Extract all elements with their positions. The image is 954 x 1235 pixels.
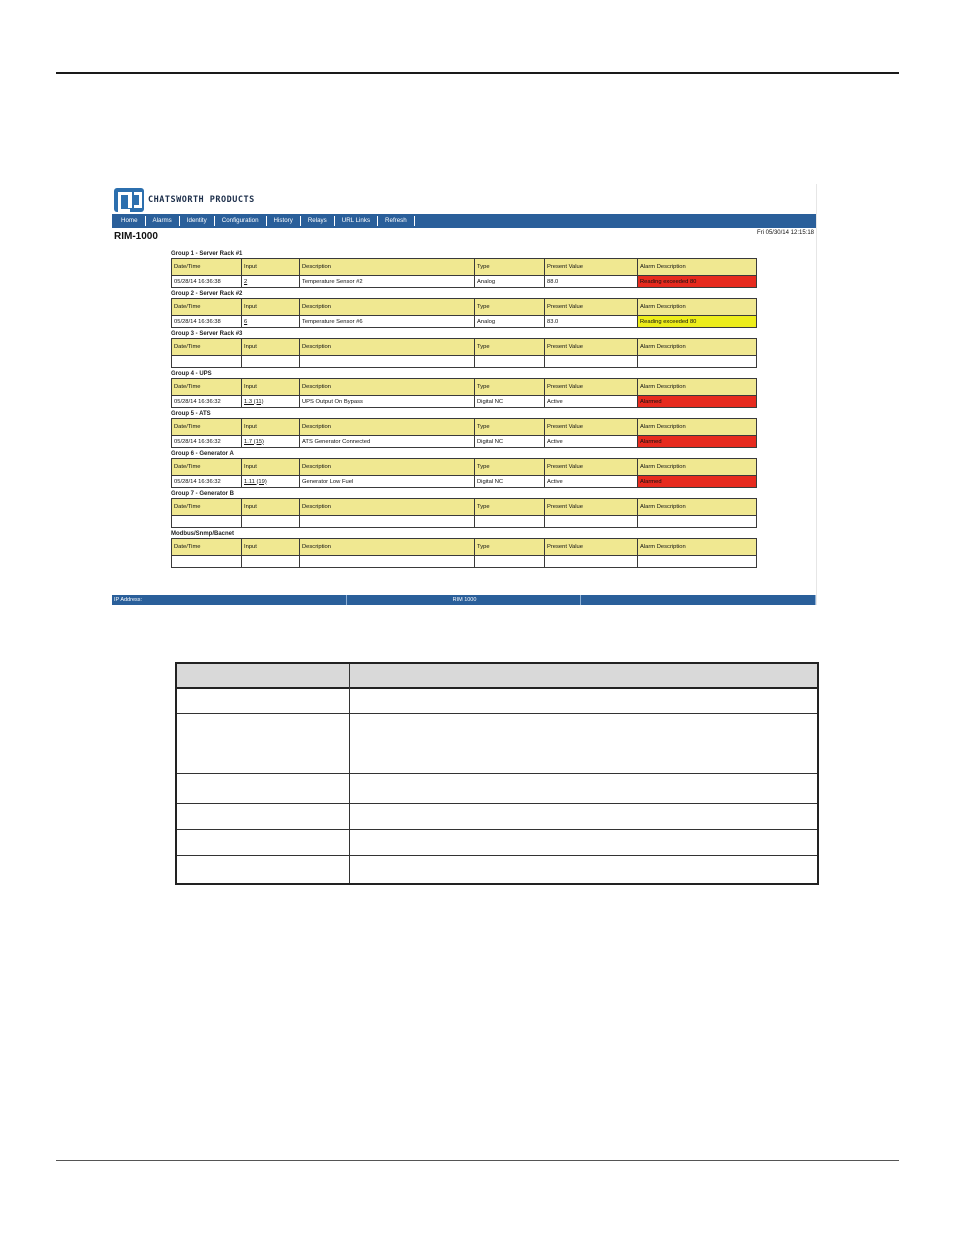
cell-present-value: Active xyxy=(545,476,638,488)
top-rule xyxy=(56,72,899,74)
cell-alarm-description: Alarmed xyxy=(638,476,757,488)
cell-type xyxy=(475,356,545,368)
column-header: Alarm Description xyxy=(638,379,757,396)
group-table xyxy=(171,338,757,368)
column-header: Description xyxy=(300,299,475,316)
group-table xyxy=(171,458,757,488)
cell-datetime: 05/28/14 16:36:32 xyxy=(172,396,242,408)
column-header: Input xyxy=(242,539,300,556)
column-header: Present Value xyxy=(545,539,638,556)
column-header: Type xyxy=(475,379,545,396)
column-header: Description xyxy=(300,459,475,476)
cell-input xyxy=(242,356,300,368)
column-header: Date/Time xyxy=(172,539,242,556)
column-header: Input xyxy=(242,459,300,476)
cell-datetime xyxy=(172,356,242,368)
footer-right xyxy=(581,595,816,605)
cell-alarm-description xyxy=(638,556,757,568)
group-label: Group 2 - Server Rack #2 xyxy=(171,291,243,297)
input-link[interactable]: 2 xyxy=(244,278,248,285)
input-link[interactable]: 1.3 (11) xyxy=(244,398,264,405)
cell-input xyxy=(242,436,300,448)
cell-type: Digital NC xyxy=(475,476,545,488)
column-header: Alarm Description xyxy=(638,539,757,556)
group-table-header xyxy=(172,459,757,476)
column-header: Alarm Description xyxy=(638,259,757,276)
column-header: Input xyxy=(242,419,300,436)
column-header: Input xyxy=(242,299,300,316)
cell-datetime: 05/28/14 16:36:32 xyxy=(172,476,242,488)
group-label: Group 6 - Generator A xyxy=(171,451,234,457)
group-table xyxy=(171,258,757,288)
input-link[interactable]: 6 xyxy=(244,318,248,325)
column-header: Input xyxy=(242,379,300,396)
group-label: Group 1 - Server Rack #1 xyxy=(171,251,243,257)
cell-input xyxy=(242,556,300,568)
brand-name: CHATSWORTH PRODUCTS xyxy=(148,195,255,205)
column-header: Present Value xyxy=(545,419,638,436)
group-table xyxy=(171,418,757,448)
cell-description xyxy=(300,516,475,528)
column-header: Type xyxy=(475,339,545,356)
cell-present-value xyxy=(545,356,638,368)
nav-configuration[interactable]: Configuration xyxy=(215,216,267,226)
cell-type: Digital NC xyxy=(475,436,545,448)
nav-home[interactable]: Home xyxy=(114,216,146,226)
group-table-header xyxy=(172,419,757,436)
current-datetime: Fri 05/30/14 12:15:18 xyxy=(756,230,814,236)
footer-ip-address: IP Address: xyxy=(112,595,347,605)
column-header: Date/Time xyxy=(172,259,242,276)
cell-alarm-description xyxy=(638,356,757,368)
cell-type xyxy=(475,516,545,528)
cell-datetime xyxy=(172,556,242,568)
table-row xyxy=(172,316,757,328)
nav-url-links[interactable]: URL Links xyxy=(335,216,378,226)
cell-description: Generator Low Fuel xyxy=(300,476,475,488)
cell-description xyxy=(300,356,475,368)
bottom-rule xyxy=(56,1160,899,1161)
reference-table-row xyxy=(177,689,817,714)
nav-relays[interactable]: Relays xyxy=(301,216,335,226)
cell-present-value: Active xyxy=(545,396,638,408)
column-header: Input xyxy=(242,499,300,516)
cell-type: Digital NC xyxy=(475,396,545,408)
group-table xyxy=(171,298,757,328)
cell-present-value: Active xyxy=(545,436,638,448)
column-header: Description xyxy=(300,379,475,396)
column-header: Present Value xyxy=(545,259,638,276)
cell-present-value xyxy=(545,516,638,528)
group-table-header xyxy=(172,259,757,276)
reference-table-row xyxy=(177,804,817,830)
column-header: Date/Time xyxy=(172,419,242,436)
table-row xyxy=(172,356,757,368)
cell-input xyxy=(242,516,300,528)
column-header: Type xyxy=(475,299,545,316)
brand-logo[interactable] xyxy=(114,186,255,214)
column-header: Alarm Description xyxy=(638,459,757,476)
column-header: Present Value xyxy=(545,299,638,316)
column-header: Description xyxy=(300,259,475,276)
table-row xyxy=(172,276,757,288)
group-table-header xyxy=(172,539,757,556)
column-header: Type xyxy=(475,499,545,516)
group-table xyxy=(171,378,757,408)
cell-description xyxy=(300,556,475,568)
column-header: Type xyxy=(475,419,545,436)
group-table-header xyxy=(172,299,757,316)
column-header: Date/Time xyxy=(172,379,242,396)
alarm-groups xyxy=(171,250,759,570)
cell-input xyxy=(242,396,300,408)
cell-description: ATS Generator Connected xyxy=(300,436,475,448)
table-row xyxy=(172,396,757,408)
nav-refresh[interactable]: Refresh xyxy=(378,216,415,226)
cell-alarm-description: Alarmed xyxy=(638,436,757,448)
column-header: Alarm Description xyxy=(638,419,757,436)
column-header: Input xyxy=(242,259,300,276)
cell-description: Temperature Sensor #2 xyxy=(300,276,475,288)
column-header: Present Value xyxy=(545,379,638,396)
reference-table-row xyxy=(177,856,817,883)
cell-present-value: 88.0 xyxy=(545,276,638,288)
column-header: Date/Time xyxy=(172,339,242,356)
cell-type xyxy=(475,556,545,568)
cell-description: Temperature Sensor #6 xyxy=(300,316,475,328)
cell-datetime: 05/28/14 16:36:38 xyxy=(172,276,242,288)
cell-alarm-description xyxy=(638,516,757,528)
column-header: Type xyxy=(475,259,545,276)
group-label: Group 4 - UPS xyxy=(171,371,212,377)
cell-input xyxy=(242,276,300,288)
column-header: Date/Time xyxy=(172,299,242,316)
group-label: Group 7 - Generator B xyxy=(171,491,235,497)
status-footer xyxy=(112,595,816,605)
column-header: Input xyxy=(242,339,300,356)
reference-table-row xyxy=(177,830,817,856)
main-nav xyxy=(112,214,816,228)
table-row xyxy=(172,516,757,528)
table-row xyxy=(172,436,757,448)
cell-datetime xyxy=(172,516,242,528)
group-table-header xyxy=(172,499,757,516)
reference-table-row xyxy=(177,774,817,804)
cell-datetime: 05/28/14 16:36:32 xyxy=(172,436,242,448)
table-row xyxy=(172,556,757,568)
column-header: Date/Time xyxy=(172,459,242,476)
reference-table-header xyxy=(177,664,817,689)
cpi-logo-icon xyxy=(114,188,144,212)
cell-alarm-description: Reading exceeded 80 xyxy=(638,316,757,328)
column-header: Present Value xyxy=(545,339,638,356)
column-header: Present Value xyxy=(545,459,638,476)
reference-table-divider xyxy=(349,664,350,883)
group-table xyxy=(171,538,757,568)
group-label: Modbus/Snmp/Bacnet xyxy=(171,531,235,537)
column-header: Alarm Description xyxy=(638,499,757,516)
cell-alarm-description: Reading exceeded 80 xyxy=(638,276,757,288)
column-header: Type xyxy=(475,539,545,556)
column-header: Present Value xyxy=(545,499,638,516)
group-table-header xyxy=(172,339,757,356)
column-header: Alarm Description xyxy=(638,299,757,316)
column-header: Description xyxy=(300,419,475,436)
cell-present-value xyxy=(545,556,638,568)
cell-alarm-description: Alarmed xyxy=(638,396,757,408)
column-header: Date/Time xyxy=(172,499,242,516)
group-label: Group 5 - ATS xyxy=(171,411,211,417)
column-header: Type xyxy=(475,459,545,476)
column-header: Description xyxy=(300,539,475,556)
column-header: Description xyxy=(300,339,475,356)
input-link[interactable]: 1.7 (15) xyxy=(244,438,264,445)
group-label: Group 3 - Server Rack #3 xyxy=(171,331,243,337)
table-row xyxy=(172,476,757,488)
group-table xyxy=(171,498,757,528)
cell-datetime: 05/28/14 16:36:38 xyxy=(172,316,242,328)
cell-input xyxy=(242,316,300,328)
group-table-header xyxy=(172,379,757,396)
cell-present-value: 83.0 xyxy=(545,316,638,328)
nav-history[interactable]: History xyxy=(267,216,301,226)
column-header: Description xyxy=(300,499,475,516)
cell-description: UPS Output On Bypass xyxy=(300,396,475,408)
nav-identity[interactable]: Identity xyxy=(180,216,215,226)
input-link[interactable]: 1.11 (19) xyxy=(244,478,267,485)
reference-table xyxy=(175,662,819,885)
rim-web-screenshot xyxy=(112,184,817,605)
footer-device-name: RIM 1000 xyxy=(347,595,582,605)
page-title: RIM-1000 xyxy=(114,231,158,242)
reference-table-row xyxy=(177,714,817,774)
nav-alarms[interactable]: Alarms xyxy=(146,216,180,226)
cell-type: Analog xyxy=(475,276,545,288)
cell-input xyxy=(242,476,300,488)
column-header: Alarm Description xyxy=(638,339,757,356)
cell-type: Analog xyxy=(475,316,545,328)
